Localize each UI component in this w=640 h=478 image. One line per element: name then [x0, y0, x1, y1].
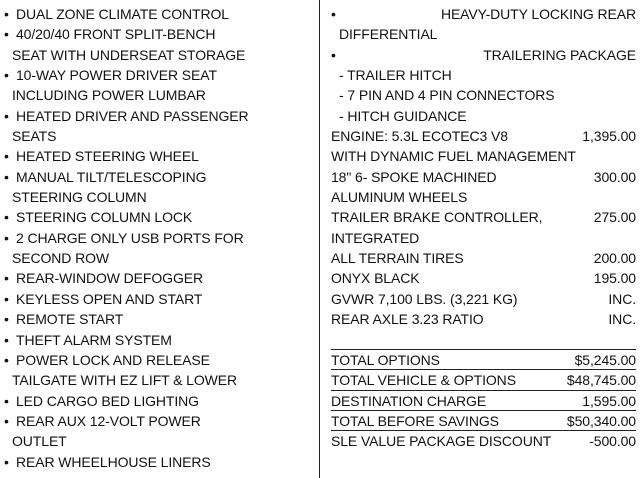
feature-text: REAR-WINDOW DEFOGGER: [16, 270, 203, 287]
feature-line: [4, 126, 314, 146]
feature-line: [331, 45, 636, 65]
item-label: ENGINE: 5.3L ECOTEC3 V8: [331, 128, 508, 145]
item-label: INTEGRATED: [331, 229, 420, 246]
item-amount: INC.: [608, 311, 636, 328]
column-divider: [319, 0, 320, 478]
item-amount: $5,245.00: [574, 351, 636, 368]
feature-line: [4, 146, 314, 166]
bullet-icon: •: [4, 331, 9, 348]
feature-text: KEYLESS OPEN AND START: [16, 290, 203, 307]
item-amount: 300.00: [593, 168, 636, 185]
bullet-icon: •: [4, 453, 9, 470]
total-row: [331, 391, 636, 411]
item-label: 18" 6- SPOKE MACHINED: [331, 168, 497, 185]
feature-text: DUAL ZONE CLIMATE CONTROL: [16, 6, 229, 22]
feature-text: OUTLET: [12, 433, 67, 450]
bullet-icon: •: [4, 168, 9, 185]
item-label: SLE VALUE PACKAGE DISCOUNT: [331, 433, 552, 450]
bullet-icon: •: [4, 351, 9, 368]
feature-text: 10-WAY POWER DRIVER SEAT: [16, 67, 217, 84]
feature-line: [4, 330, 314, 350]
feature-line: [4, 228, 314, 248]
feature-text: 40/20/40 FRONT SPLIT-BENCH: [16, 26, 216, 43]
feature-text: 2 CHARGE ONLY USB PORTS FOR: [16, 229, 244, 246]
option-row: [331, 289, 636, 309]
feature-line: [4, 106, 314, 126]
feature-line: [4, 391, 314, 411]
feature-line: [331, 4, 636, 24]
option-row: [331, 268, 636, 288]
left-feature-column: [4, 4, 314, 472]
item-label: GVWR 7,100 LBS. (3,221 KG): [331, 290, 518, 307]
bullet-icon: •: [4, 209, 9, 226]
bullet-icon: •: [4, 392, 9, 409]
feature-line: [4, 45, 314, 65]
feature-line: [4, 309, 314, 329]
feature-line: [4, 431, 314, 451]
item-amount: 275.00: [593, 209, 636, 226]
feature-line: [4, 289, 314, 309]
item-label: TOTAL OPTIONS: [331, 351, 440, 368]
feature-line: [331, 106, 636, 126]
feature-line: [331, 65, 636, 85]
item-amount: $48,745.00: [566, 372, 636, 389]
bullet-icon: •: [4, 270, 9, 287]
item-amount: 1,595.00: [582, 392, 636, 409]
feature-line: [4, 24, 314, 44]
option-row: [331, 228, 636, 248]
option-row: [331, 187, 636, 207]
item-amount: INC.: [608, 290, 636, 307]
total-row: [331, 411, 636, 431]
total-row: [331, 370, 636, 390]
feature-text: SEAT WITH UNDERSEAT STORAGE: [12, 46, 246, 63]
feature-line: [331, 85, 636, 105]
feature-text: HEATED STEERING WHEEL: [16, 148, 199, 165]
bullet-icon: •: [4, 26, 9, 43]
feature-line: [4, 65, 314, 85]
option-row: [331, 309, 636, 329]
option-row: [331, 207, 636, 227]
feature-line: [4, 4, 314, 24]
feature-text: STEERING COLUMN: [12, 189, 147, 206]
feature-text: REAR WHEELHOUSE LINERS: [16, 453, 211, 470]
feature-text: SEATS: [12, 128, 57, 145]
totals-list: [331, 350, 636, 452]
bullet-icon: •: [4, 412, 9, 429]
item-label: ALL TERRAIN TIRES: [331, 250, 464, 267]
item-amount: 1,395.00: [582, 128, 636, 145]
feature-text: REMOTE START: [16, 311, 124, 328]
item-label: ONYX BLACK: [331, 270, 420, 287]
options-price-list: [331, 126, 636, 329]
item-amount: 195.00: [593, 270, 636, 287]
total-row: [331, 431, 636, 451]
item-label: REAR AXLE 3.23 RATIO: [331, 311, 484, 328]
bullet-icon: •: [4, 6, 9, 22]
feature-line: [331, 24, 636, 44]
feature-text: DIFFERENTIAL: [339, 26, 438, 43]
item-amount: $50,340.00: [566, 412, 636, 429]
option-row: [331, 167, 636, 187]
bullet-icon: •: [4, 311, 9, 328]
item-label: TRAILER BRAKE CONTROLLER,: [331, 209, 543, 226]
option-row: [331, 248, 636, 268]
feature-text: INCLUDING POWER LUMBAR: [12, 87, 206, 104]
item-amount: 200.00: [593, 250, 636, 267]
feature-text: TRAILERING PACKAGE: [483, 46, 636, 63]
feature-text: HEATED DRIVER AND PASSENGER: [16, 107, 249, 124]
option-row: [331, 146, 636, 166]
feature-text: STEERING COLUMN LOCK: [16, 209, 193, 226]
right-column: [331, 4, 636, 452]
feature-line: [4, 268, 314, 288]
feature-text: - 7 PIN AND 4 PIN CONNECTORS: [339, 87, 555, 104]
feature-line: [4, 452, 314, 472]
bullet-icon: •: [4, 107, 9, 124]
feature-text: HEAVY-DUTY LOCKING REAR: [440, 6, 636, 22]
bullet-icon: •: [331, 46, 336, 63]
item-label: TOTAL BEFORE SAVINGS: [331, 412, 499, 429]
bullet-icon: •: [331, 6, 336, 22]
feature-line: [4, 167, 314, 187]
item-label: TOTAL VEHICLE & OPTIONS: [331, 372, 516, 389]
feature-line: [4, 411, 314, 431]
bullet-icon: •: [4, 67, 9, 84]
feature-text: LED CARGO BED LIGHTING: [16, 392, 199, 409]
bullet-icon: •: [4, 290, 9, 307]
feature-text: SECOND ROW: [12, 250, 110, 267]
right-feature-list: [331, 4, 636, 126]
feature-text: - HITCH GUIDANCE: [339, 107, 467, 124]
feature-line: [4, 370, 314, 390]
item-label: WITH DYNAMIC FUEL MANAGEMENT: [331, 148, 576, 165]
feature-text: REAR AUX 12-VOLT POWER: [16, 412, 201, 429]
option-row: [331, 126, 636, 146]
item-label: DESTINATION CHARGE: [331, 392, 487, 409]
feature-text: TAILGATE WITH EZ LIFT & LOWER: [12, 372, 238, 389]
item-amount: -500.00: [589, 433, 636, 450]
total-row: [331, 350, 636, 370]
feature-text: - TRAILER HITCH: [339, 67, 452, 84]
totals-separator-line: [331, 330, 636, 350]
bullet-icon: •: [4, 229, 9, 246]
feature-line: [4, 85, 314, 105]
feature-text: MANUAL TILT/TELESCOPING: [16, 168, 207, 185]
feature-line: [4, 207, 314, 227]
feature-line: [4, 350, 314, 370]
feature-line: [4, 187, 314, 207]
bullet-icon: •: [4, 148, 9, 165]
feature-line: [4, 248, 314, 268]
item-label: ALUMINUM WHEELS: [331, 189, 468, 206]
feature-text: POWER LOCK AND RELEASE: [16, 351, 210, 368]
feature-text: THEFT ALARM SYSTEM: [16, 331, 172, 348]
